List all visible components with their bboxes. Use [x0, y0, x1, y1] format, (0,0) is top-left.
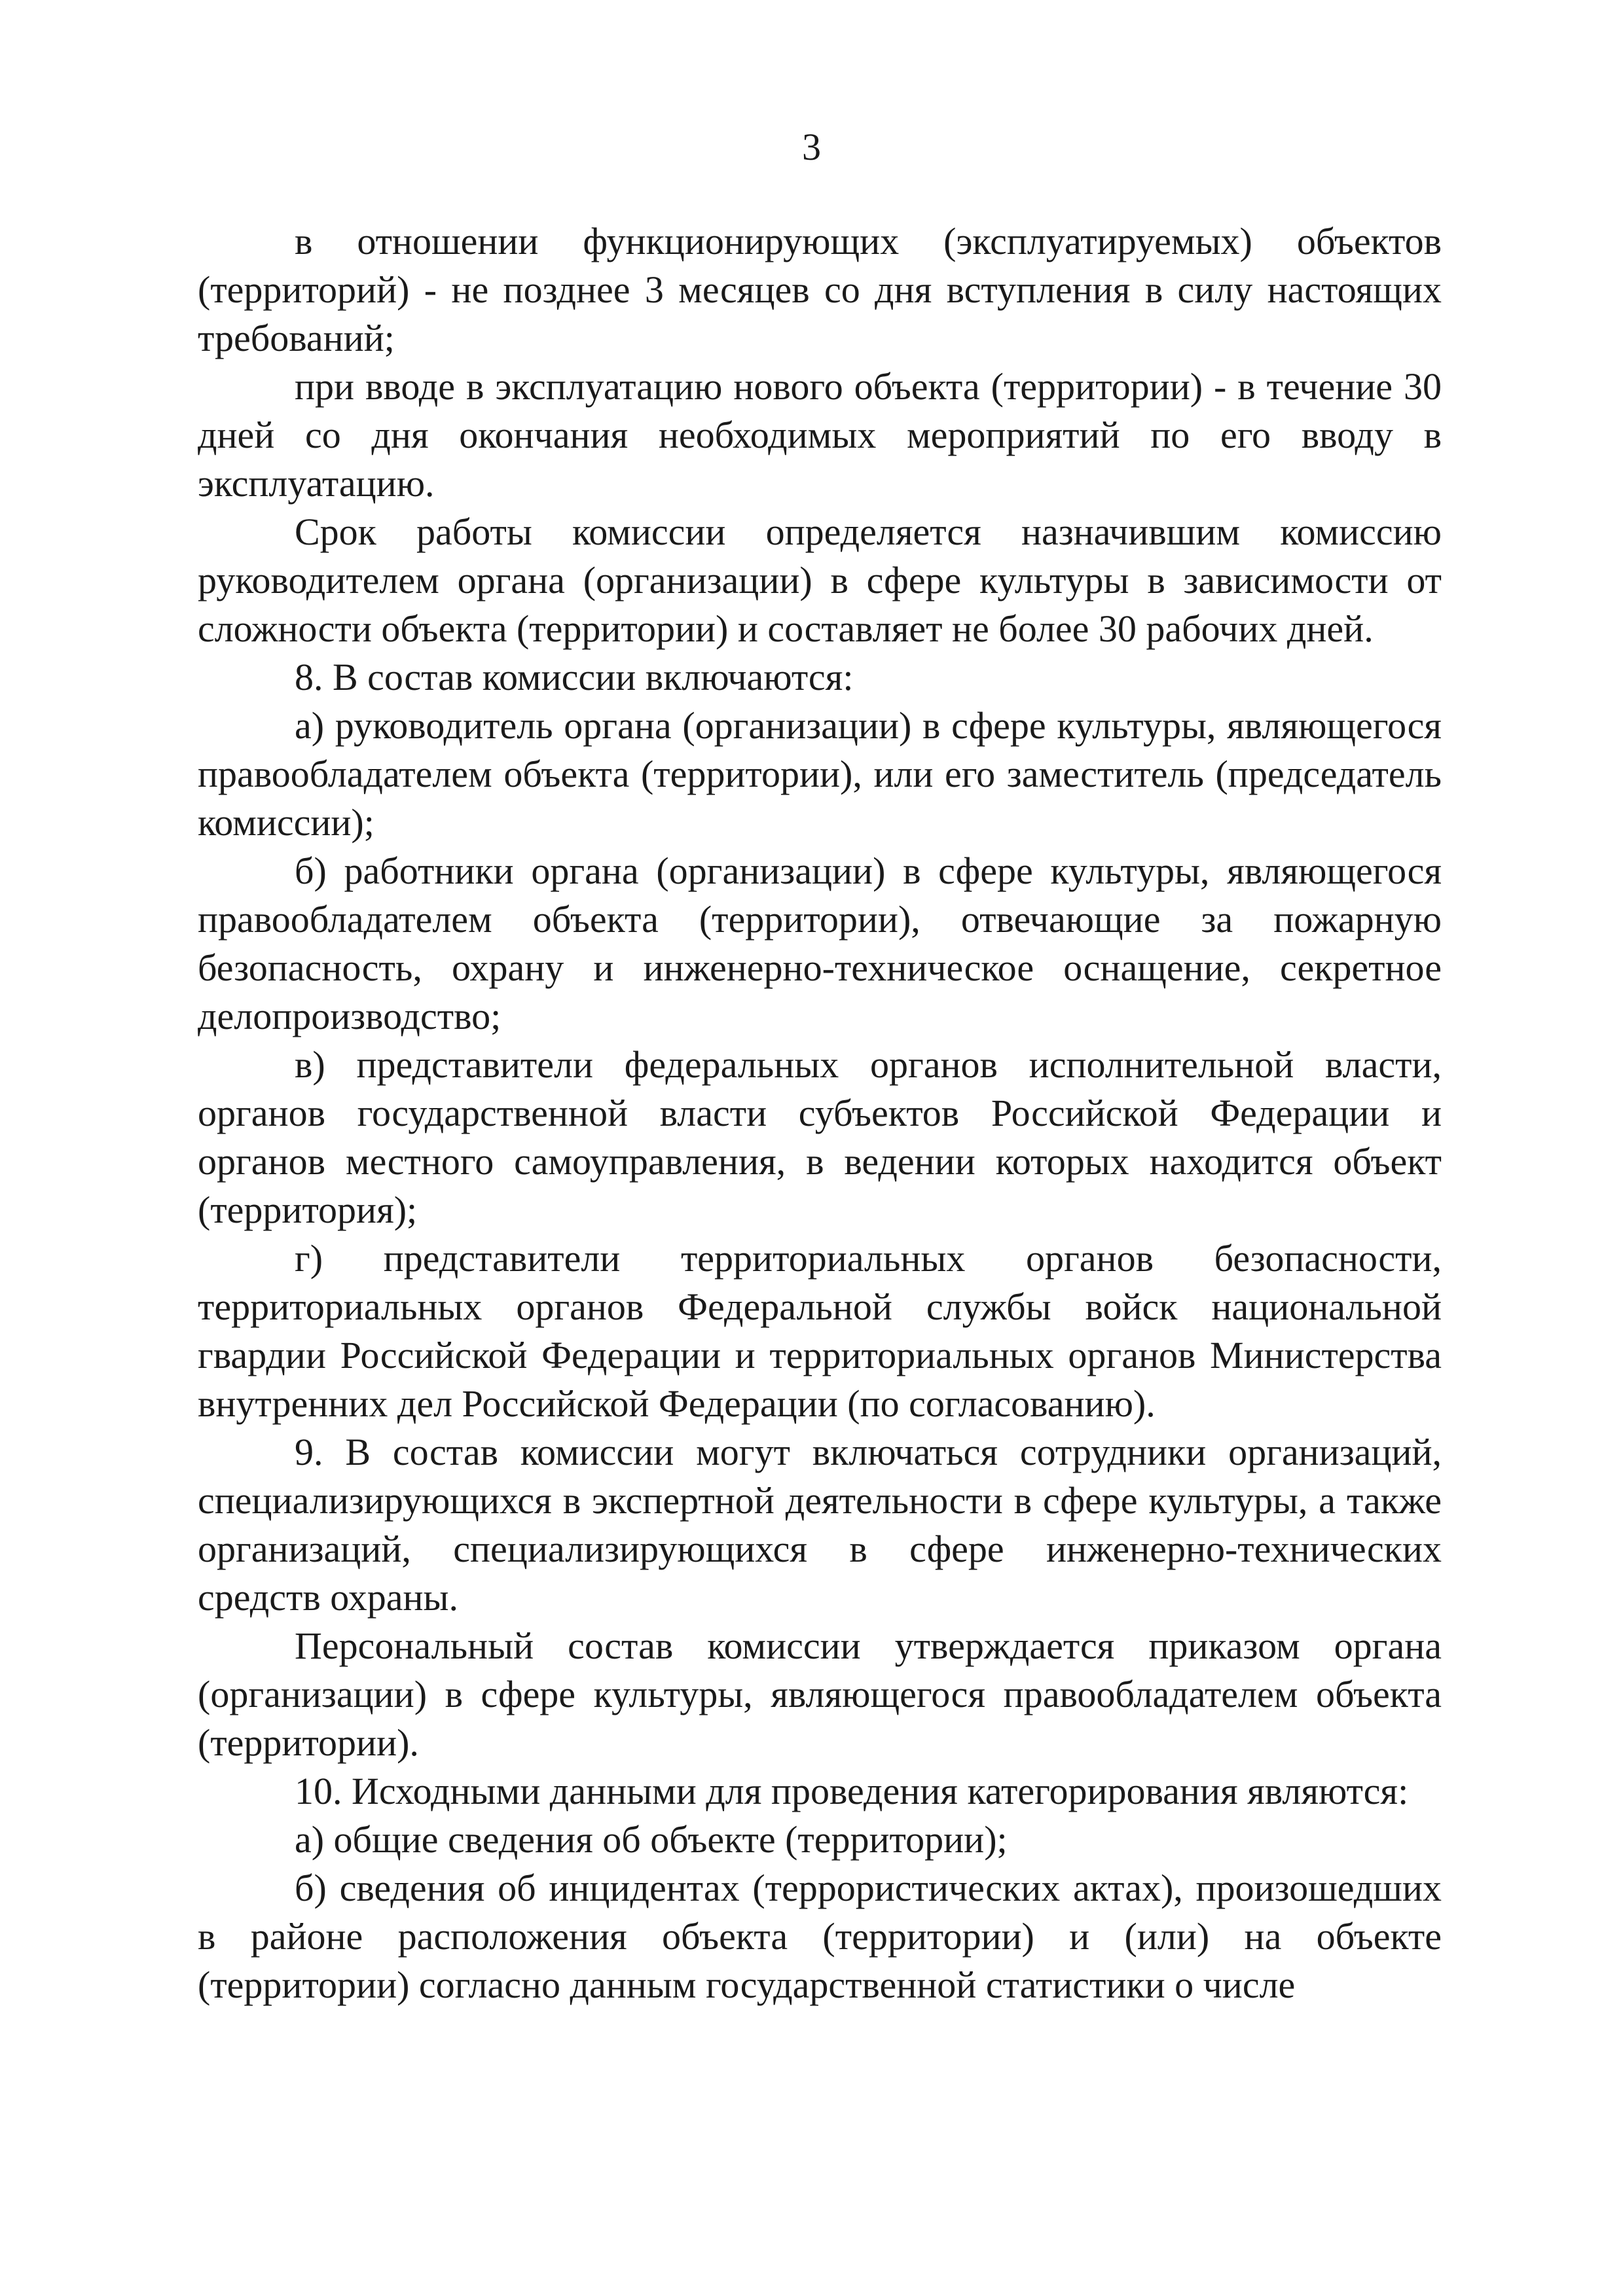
paragraph-item-8-heading: 8. В состав комиссии включаются:: [295, 656, 854, 698]
paragraph-item-8b: б) работники органа (организации) в сфере культуры, являющегося правообладателем объекта (территории), отвечающие за пожарную безопасность, охрану и инженерно-техническое оснащение, секретное делопроизводство;: [198, 850, 1442, 1037]
paragraph-item-10b: б) сведения об инцидентах (террористических актах), произошедших в районе расположения объекта (территории) и (или) на объекте (территории) согласно данным государственной статистики о числе: [198, 1867, 1442, 2006]
paragraph-item-10-heading: 10. Исходными данными для проведения категорирования являются:: [295, 1770, 1409, 1812]
paragraph-commission-work-term: Срок работы комиссии определяется назначившим комиссию руководителем органа (организации) в сфере культуры в зависимости от сложности объекта (территории) и составляет не более 30 рабочих дней.: [198, 511, 1442, 650]
paragraph-commission-deadline-new: при вводе в эксплуатацию нового объекта (территории) - в течение 30 дней со дня окончания необходимых мероприятий по его вводу в эксплуатацию.: [198, 365, 1442, 505]
paragraph-item-8a: а) руководитель органа (организации) в сфере культуры, являющегося правообладателем объекта (территории), или его заместитель (председатель комиссии);: [198, 704, 1442, 844]
document-body: [198, 217, 1442, 2009]
paragraph-item-9: 9. В состав комиссии могут включаться сотрудники организаций, специализирующихся в экспертной деятельности в сфере культуры, а также организаций, специализирующихся в сфере инженерно-технических средств охраны.: [198, 1431, 1442, 1619]
paragraph-item-8v: в) представители федеральных органов исполнительной власти, органов государственной власти субъектов Российской Федерации и органов местного самоуправления, в ведении которых находится объект (территория);: [198, 1043, 1442, 1231]
paragraph-personal-composition: Персональный состав комиссии утверждается приказом органа (организации) в сфере культуры, являющегося правообладателем объекта (территории).: [198, 1624, 1442, 1764]
page-number: 3: [802, 126, 821, 168]
paragraph-item-10a: а) общие сведения об объекте (территории);: [295, 1818, 1008, 1861]
paragraph-item-8g: г) представители территориальных органов безопасности, территориальных органов Федеральной службы войск национальной гвардии Российской Федерации и территориальных органов Министерства внутренних дел Российской Федерации (по согласованию).: [198, 1237, 1442, 1425]
paragraph-commission-deadline-existing: в отношении функционирующих (эксплуатируемых) объектов (территорий) - не позднее 3 месяцев со дня вступления в силу настоящих требований;: [198, 220, 1442, 359]
